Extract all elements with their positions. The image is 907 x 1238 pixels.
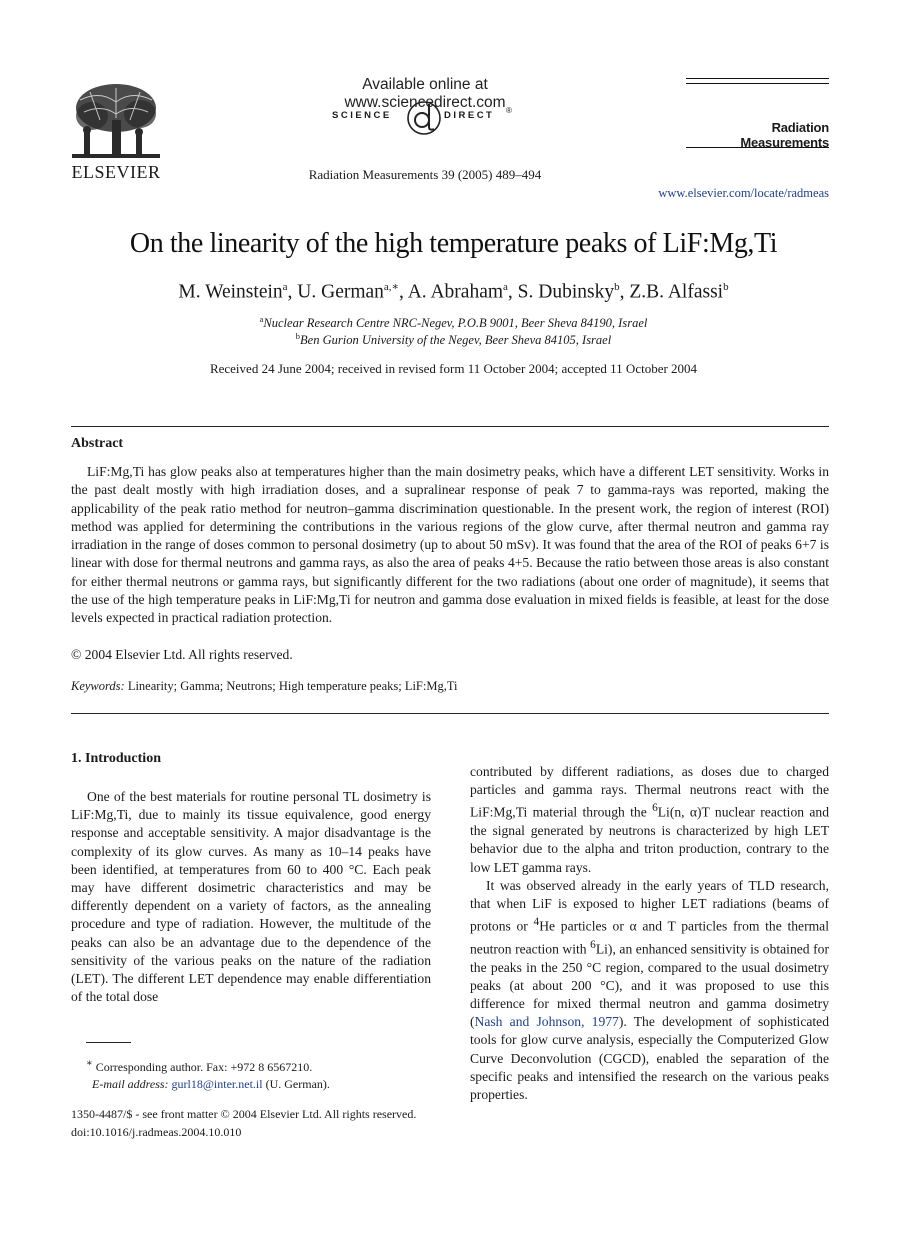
- text-run: Li), an enhanced sensitivity is obtained for the peaks in the 250 °C region, compared to the usual dosimetry peaks (at about 200 °C), and it was proposed to use this difference for mixed thermal neutron and gamma dosimetry (: [470, 941, 829, 1030]
- intro-paragraph: [470, 877, 829, 1105]
- author-name[interactable]: Z.B. Alfassi: [629, 281, 724, 303]
- intro-left-column: One of the best materials for routine personal TL dosimetry is LiF:Mg,Ti, due to mainly its tissue equivalence, good energy response and acceptable sensitivity. A major disadvantage is the complexity of its glow curves. As many as 10–14 peaks have been identified, at temperatures from 60 to 400 °C. Each peak may have different dosimetric characteristics and may be differently dependent on a variety of factors, as the annealing procedure and type of radiation. However, the multitude of the peaks can also be an advantage due to the dependence of the sensitivity of the various peaks on the nature of the radiation (LET). The different LET dependence may enable differentiation of the total dose: [71, 789, 431, 1005]
- email-link[interactable]: gurl18@inter.net.il: [171, 1077, 263, 1091]
- abstract-heading: Abstract: [71, 436, 124, 451]
- text-run: He particles or α and T particles from the thermal neutron reaction with: [470, 918, 829, 957]
- journal-divider: [686, 147, 829, 148]
- footnote: [86, 1055, 446, 1093]
- abstract-body: LiF:Mg,Ti has glow peaks also at temperatures higher than the main dosimetry peaks, which have a different LET sensitivity. Works in the past dealt mostly with high irradiation doses, and a supralinear response of peak 7 to gamma-rays was reported, making the applicability of the peak ratio method for neutron–gamma discrimination questionable. In the present work, the region of interest (ROI) method was applied for determining the contributions in the various regions of the glow curve, after thermal neutron and gamma ray irradiation in the range of doses common to personal dosimetry (up to about 50 mSv). It was found that the area of the ROI of peaks 6+7 is linear with dose for thermal neutrons and gamma rays, as also the area of peaks 4+5. Because the ratio between those areas is also constant for either thermal neutrons or gamma rays, but significantly different for the two radiations (about one order of magnitude), it seems that the use of the high temperature peaks in LiF:Mg,Ti for neutron and gamma dose evaluation in mixed fields is feasible, at least for the dose levels expected in practical radiation protection.: [71, 464, 829, 626]
- author-name[interactable]: S. Dubinsky: [517, 281, 615, 303]
- intro-right-column: [470, 763, 829, 1104]
- author-affil-mark: b: [723, 281, 729, 293]
- sciencedirect-logo: [300, 100, 550, 136]
- email-label: E-mail address:: [92, 1077, 169, 1091]
- author-affil-mark: a,∗: [383, 281, 400, 293]
- author-name[interactable]: U. German: [297, 281, 384, 303]
- elsevier-wordmark: ELSEVIER: [71, 162, 161, 182]
- email-note: [86, 1076, 446, 1093]
- affiliation-b: [60, 331, 847, 348]
- intro-paragraph: [470, 763, 829, 877]
- rule-line: [686, 78, 829, 79]
- issn-line: 1350-4487/$ - see front matter © 2004 Elsevier Ltd. All rights reserved.: [71, 1107, 417, 1121]
- text-run: Li(n, α)T nuclear reaction and the signal generated by neutrons is characterized by high LET behavior due to the alpha and triton production, contrary to the low LET gamma rays.: [470, 804, 829, 875]
- author-affil-mark: a: [503, 281, 508, 293]
- keywords-label: Keywords:: [71, 679, 125, 693]
- author-name[interactable]: M. Weinstein: [178, 281, 283, 303]
- footnote-mark: ∗: [86, 1058, 93, 1069]
- elsevier-logo: [70, 80, 162, 182]
- abstract-copyright: © 2004 Elsevier Ltd. All rights reserved.: [71, 647, 293, 662]
- article-title: On the linearity of the high temperature peaks of LiF:Mg,Ti: [129, 228, 778, 259]
- abstract-bottom-rule: [71, 713, 829, 714]
- at-sign-icon: [406, 100, 442, 136]
- affiliation-mark: b: [295, 331, 301, 341]
- affiliation-a: [60, 314, 847, 331]
- abstract-top-rule: [71, 426, 829, 427]
- section-heading-introduction: 1. Introduction: [71, 751, 161, 766]
- keywords: [71, 679, 829, 694]
- superscript: 6: [652, 802, 658, 815]
- superscript: 6: [590, 938, 596, 951]
- journal-url-link[interactable]: www.elsevier.com/locate/radmeas: [658, 186, 829, 200]
- sciencedirect-left-word: SCIENCE: [332, 110, 392, 121]
- keywords-list: Linearity; Gamma; Neutrons; High temperature peaks; LiF:Mg,Ti: [127, 679, 458, 693]
- email-owner: (U. German).: [262, 1077, 330, 1091]
- footnote-text: Corresponding author. Fax: +972 8 6567210.: [92, 1060, 313, 1074]
- journal-reference: Radiation Measurements 39 (2005) 489–494: [308, 167, 542, 182]
- author-affil-mark: a: [282, 281, 288, 293]
- doi-line[interactable]: doi:10.1016/j.radmeas.2004.10.010: [71, 1125, 242, 1139]
- journal-name: Radiation Measurements: [740, 120, 829, 150]
- citation-link[interactable]: Nash and Johnson, 1977: [474, 1014, 619, 1030]
- received-dates: Received 24 June 2004; received in revised form 11 October 2004; accepted 11 October 2004: [209, 361, 698, 376]
- affiliation-text: Nuclear Research Centre NRC-Negev, P.O.B 9001, Beer Sheva 84190, Israel: [263, 316, 648, 331]
- author-affil-mark: b: [614, 281, 620, 293]
- affiliation-text: Ben Gurion University of the Negev, Beer Sheva 84105, Israel: [300, 333, 612, 348]
- text-run: It was observed already in the early years of TLD research, that when LiF is exposed to higher LET radiations (beams of protons or: [470, 877, 829, 934]
- registered-mark: ®: [506, 106, 512, 115]
- text-run: contributed by different radiations, as doses due to charged particles and gamma rays. Thermal neutrons react with the LiF:Mg,Ti material through the: [470, 764, 829, 820]
- sciencedirect-right-word: DIRECT: [444, 110, 495, 121]
- front-matter: [71, 1105, 491, 1141]
- journal-title-rules: [686, 78, 829, 88]
- superscript: 4: [533, 916, 540, 929]
- affiliation-mark: a: [259, 314, 264, 324]
- corresponding-author-note: [86, 1055, 446, 1076]
- footnote-rule: [86, 1042, 131, 1043]
- author-name[interactable]: A. Abraham: [407, 281, 504, 303]
- text-run: ). The development of sophisticated tools for glow curve analysis, especially the Computerized Glow Curve Deconvolution (CGCD), enabled the separation of the specific peaks and intensified the research on the various peaks properties.: [470, 1014, 829, 1103]
- author-list: M. Weinstein$^a$, U. German$^{a,∗}$, A. Abraham$^a$, S. Dubinsky$^b$, Z.B. Alfassi$^b$: [178, 281, 729, 303]
- rule-line: [686, 83, 829, 84]
- available-online-text[interactable]: Available online at www.sciencedirect.com: [344, 76, 506, 111]
